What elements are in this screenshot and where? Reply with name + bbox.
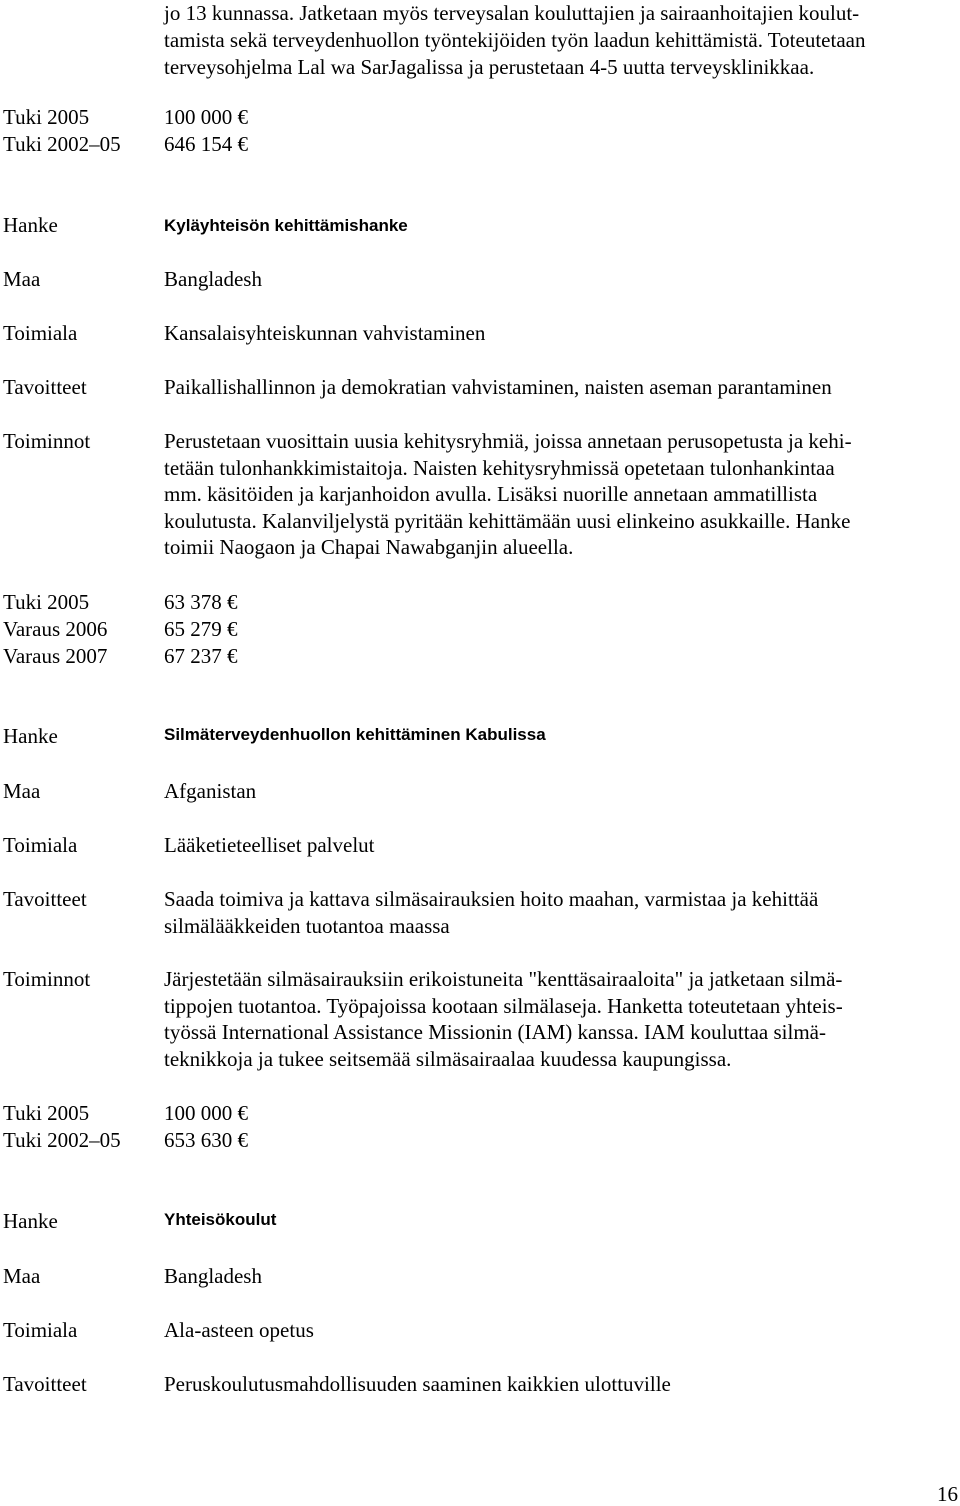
maa-label: Maa <box>3 779 41 803</box>
funding-value: 67 237 € <box>164 644 238 668</box>
country-value: Bangladesh <box>164 1264 262 1288</box>
objectives-text <box>164 886 954 939</box>
funding-label: Varaus 2006 <box>3 617 108 641</box>
activities-text <box>164 428 954 561</box>
funding-value: 65 279 € <box>164 617 238 641</box>
funding-label: Tuki 2002–05 <box>3 1128 121 1152</box>
activities-line: koulutusta. Kalanviljelystä pyritään kehittämään uusi elinkeino asukkaille. Hanke <box>164 508 851 533</box>
objectives-line: silmälääkkeiden tuotantoa maassa <box>164 913 450 938</box>
intro-paragraph <box>164 0 954 81</box>
project-title: Silmäterveydenhuollon kehittäminen Kabulissa <box>164 725 546 744</box>
maa-label: Maa <box>3 1264 41 1288</box>
sector-value: Kansalaisyhteiskunnan vahvistaminen <box>164 321 486 345</box>
page-number: 16 <box>937 1482 958 1506</box>
funding-value: 100 000 € <box>164 105 248 129</box>
funding-label: Tuki 2002–05 <box>3 132 121 156</box>
funding-label: Tuki 2005 <box>3 1101 90 1125</box>
toimiala-label: Toimiala <box>3 833 78 857</box>
activities-line: toimii Naogaon ja Chapai Nawabganjin alueella. <box>164 535 574 559</box>
intro-line: tamista sekä terveydenhuollon työntekijöiden työn laadun kehittämistä. Toteutetaan <box>164 28 866 52</box>
objectives-text <box>164 374 954 401</box>
hanke-label: Hanke <box>3 213 58 237</box>
funding-label: Tuki 2005 <box>3 590 90 614</box>
toiminnot-label: Toiminnot <box>3 429 91 453</box>
activities-line: teknikkoja ja tukee seitsemää silmäsairaalaa kuudessa kaupungissa. <box>164 1046 732 1071</box>
funding-label: Tuki 2005 <box>3 105 90 129</box>
tavoitteet-label: Tavoitteet <box>3 375 87 399</box>
activities-line: Järjestetään silmäsairauksiin erikoistuneita "kenttäsairaaloita" ja jatketaan silmä- <box>164 967 843 991</box>
tavoitteet-label: Tavoitteet <box>3 887 87 911</box>
activities-line: tippojen tuotantoa. Työpajoissa kootaan silmälaseja. Hanketta toteutetaan yhteis- <box>164 993 843 1018</box>
activities-text <box>164 966 954 1072</box>
sector-value: Lääketieteelliset palvelut <box>164 833 375 857</box>
funding-value: 646 154 € <box>164 132 248 156</box>
country-value: Afganistan <box>164 779 257 803</box>
sector-value: Ala-asteen opetus <box>164 1318 314 1342</box>
toiminnot-label: Toiminnot <box>3 967 91 991</box>
maa-label: Maa <box>3 267 41 291</box>
funding-label: Varaus 2007 <box>3 644 108 668</box>
funding-value: 63 378 € <box>164 590 238 614</box>
funding-value: 100 000 € <box>164 1101 248 1125</box>
objectives-line: Paikallishallinnon ja demokratian vahvistaminen, naisten aseman parantaminen <box>164 375 832 399</box>
objectives-line: Saada toimiva ja kattava silmäsairauksien hoito maahan, varmistaa ja kehittää <box>164 887 819 911</box>
activities-line: Perustetaan vuosittain uusia kehitysryhmiä, joissa annetaan perusopetusta ja kehi- <box>164 429 852 453</box>
tavoitteet-label: Tavoitteet <box>3 1372 87 1396</box>
project-title: Kyläyhteisön kehittämishanke <box>164 216 408 235</box>
project-title: Yhteisökoulut <box>164 1210 277 1229</box>
country-value: Bangladesh <box>164 267 262 291</box>
intro-line: terveysohjelma Lal wa SarJagalissa ja perustetaan 4-5 uutta terveysklinikkaa. <box>164 55 815 79</box>
hanke-label: Hanke <box>3 1209 58 1233</box>
hanke-label: Hanke <box>3 724 58 748</box>
intro-line: jo 13 kunnassa. Jatketaan myös terveysalan kouluttajien ja sairaanhoitajien koulut- <box>164 1 860 25</box>
objectives-line: Peruskoulutusmahdollisuuden saaminen kaikkien ulottuville <box>164 1372 671 1396</box>
activities-line: työssä International Assistance Missionin (IAM) kanssa. IAM kouluttaa silmä- <box>164 1020 826 1044</box>
funding-value: 653 630 € <box>164 1128 248 1152</box>
objectives-text <box>164 1371 954 1398</box>
activities-line: tetään tulonhankkimistaitoja. Naisten kehitysryhmissä opetetaan tulonhankintaa <box>164 455 835 480</box>
toimiala-label: Toimiala <box>3 1318 78 1342</box>
activities-line: mm. käsitöiden ja karjanhoidon avulla. Lisäksi nuorille annetaan ammatillista <box>164 482 818 506</box>
toimiala-label: Toimiala <box>3 321 78 345</box>
